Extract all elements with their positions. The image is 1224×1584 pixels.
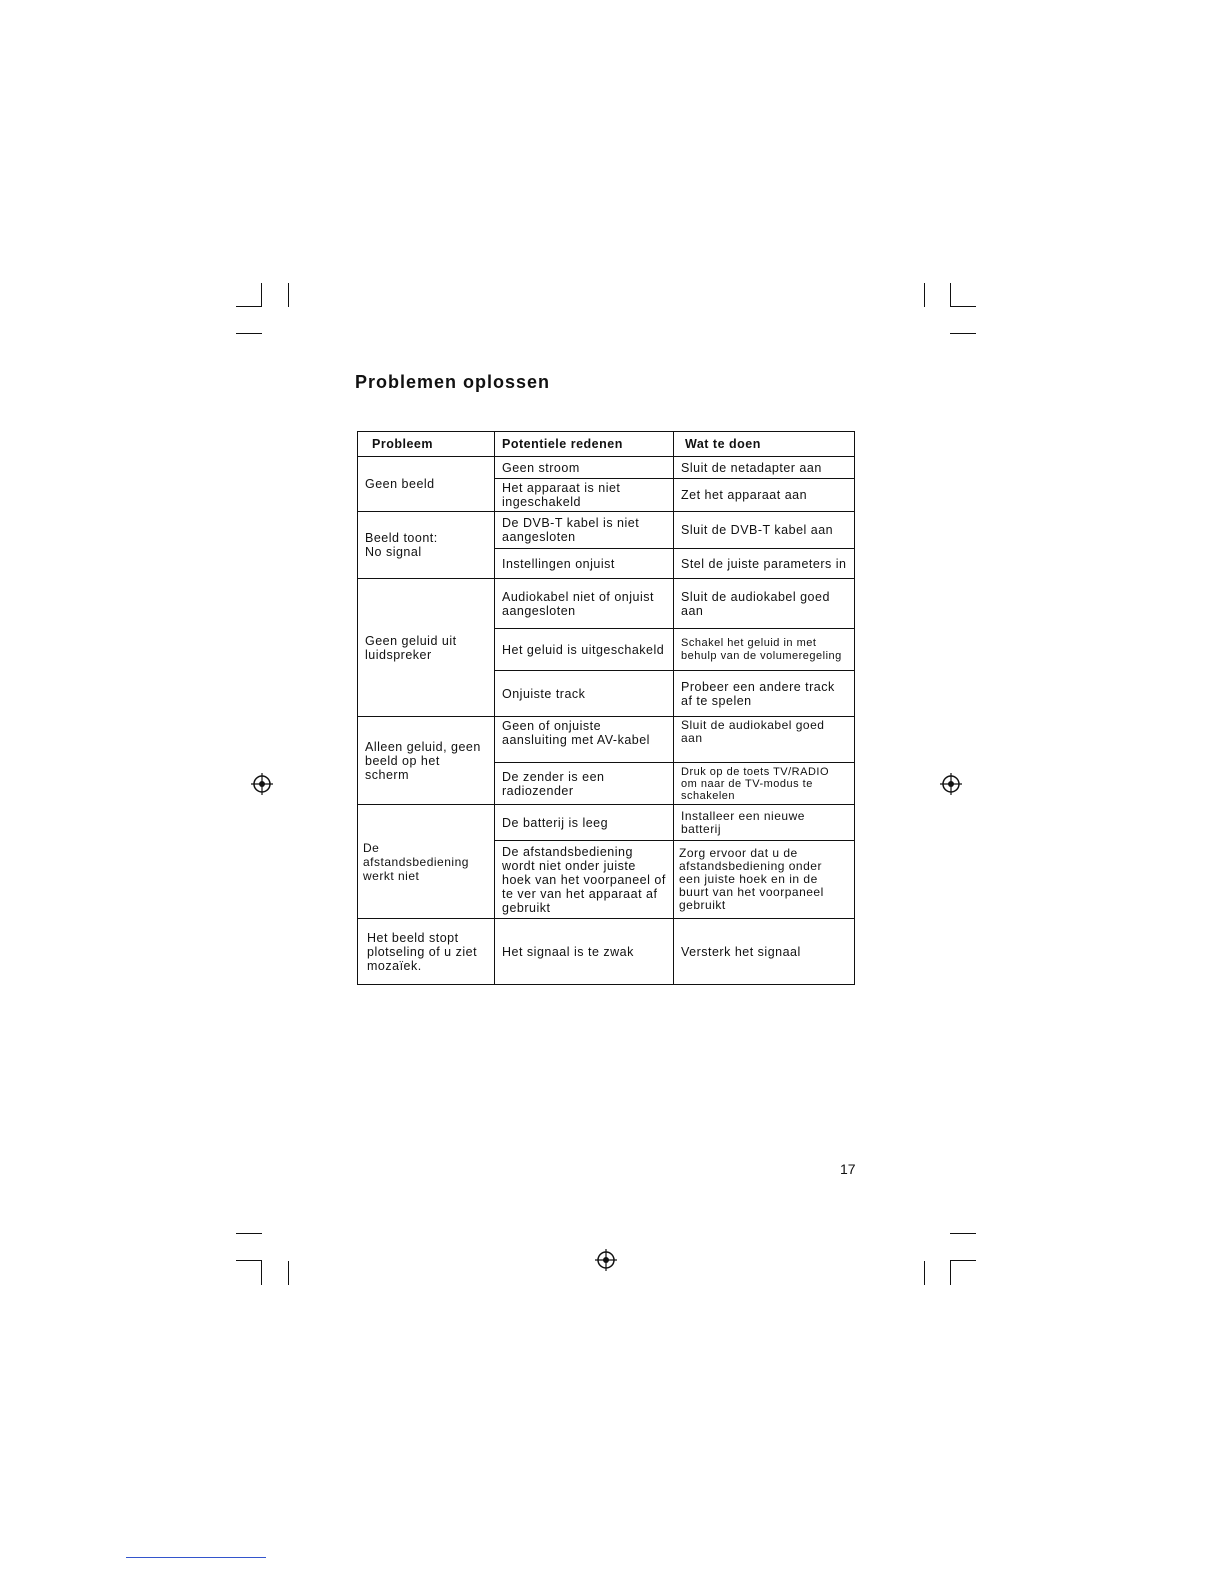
header-reasons: Potentiele redenen (495, 432, 674, 457)
reason-cell: Onjuiste track (495, 671, 674, 717)
problem-cell: Het beeld stopt plotseling of u ziet mozaïek. (358, 919, 495, 985)
action-cell: Zorg ervoor dat u de afstandsbediening onder een juiste hoek en in de buurt van het voorpaneel gebruikt (674, 841, 855, 919)
table-header-row (358, 432, 855, 457)
header-action: Wat te doen (674, 432, 855, 457)
crop-mark (950, 1260, 951, 1285)
table-row (358, 457, 855, 479)
action-cell: Zet het apparaat aan (674, 479, 855, 512)
table-row (358, 512, 855, 549)
action-cell: Versterk het signaal (674, 919, 855, 985)
reason-cell: De DVB-T kabel is niet aangesloten (495, 512, 674, 549)
problem-cell: Geen geluid uit luidspreker (358, 579, 495, 717)
table-row (358, 579, 855, 629)
crop-mark (950, 283, 951, 307)
crop-mark (288, 283, 289, 307)
crop-mark (950, 1260, 976, 1261)
problem-cell: Geen beeld (358, 457, 495, 512)
problem-cell: Beeld toont: No signal (358, 512, 495, 579)
troubleshooting-table (357, 431, 855, 985)
registration-mark-icon (940, 773, 962, 795)
crop-mark (924, 1261, 925, 1285)
crop-mark (950, 306, 976, 307)
action-cell: Installeer een nieuwe batterij (674, 805, 855, 841)
registration-mark-icon (251, 773, 273, 795)
table-row (358, 717, 855, 763)
action-cell: Stel de juiste parameters in (674, 549, 855, 579)
reason-cell: Instellingen onjuist (495, 549, 674, 579)
crop-mark (261, 283, 262, 307)
reason-cell: Geen stroom (495, 457, 674, 479)
reason-cell: De zender is een radiozender (495, 763, 674, 805)
action-cell: Sluit de netadapter aan (674, 457, 855, 479)
crop-mark (950, 333, 976, 334)
crop-mark (924, 283, 925, 307)
action-cell: Sluit de audiokabel goed aan (674, 717, 855, 763)
action-cell: Sluit de audiokabel goed aan (674, 579, 855, 629)
action-cell: Druk op de toets TV/RADIO om naar de TV-modus te schakelen (674, 763, 855, 805)
action-cell: Probeer een andere track af te spelen (674, 671, 855, 717)
crop-mark (236, 306, 262, 307)
crop-mark (950, 1233, 976, 1234)
footer-rule (126, 1557, 266, 1558)
crop-mark (236, 1260, 262, 1261)
registration-mark-icon (595, 1249, 617, 1271)
table-row (358, 805, 855, 841)
page-number: 17 (840, 1161, 856, 1177)
crop-mark (261, 1260, 262, 1285)
reason-cell: Audiokabel niet of onjuist aangesloten (495, 579, 674, 629)
reason-cell: Het apparaat is niet ingeschakeld (495, 479, 674, 512)
reason-cell: Het signaal is te zwak (495, 919, 674, 985)
reason-cell: De batterij is leeg (495, 805, 674, 841)
crop-mark (236, 333, 262, 334)
page-title: Problemen oplossen (355, 372, 551, 392)
action-cell: Sluit de DVB-T kabel aan (674, 512, 855, 549)
problem-cell: De afstandsbediening werkt niet (358, 805, 495, 919)
action-cell: Schakel het geluid in met behulp van de volumeregeling (674, 629, 855, 671)
table-row (358, 919, 855, 985)
crop-mark (288, 1261, 289, 1285)
header-problem: Probleem (358, 432, 495, 457)
crop-mark (236, 1233, 262, 1234)
reason-cell: De afstandsbediening wordt niet onder juiste hoek van het voorpaneel of te ver van het apparaat af gebruikt (495, 841, 674, 919)
reason-cell: Geen of onjuiste aansluiting met AV-kabel (495, 717, 674, 763)
reason-cell: Het geluid is uitgeschakeld (495, 629, 674, 671)
problem-cell: Alleen geluid, geen beeld op het scherm (358, 717, 495, 805)
